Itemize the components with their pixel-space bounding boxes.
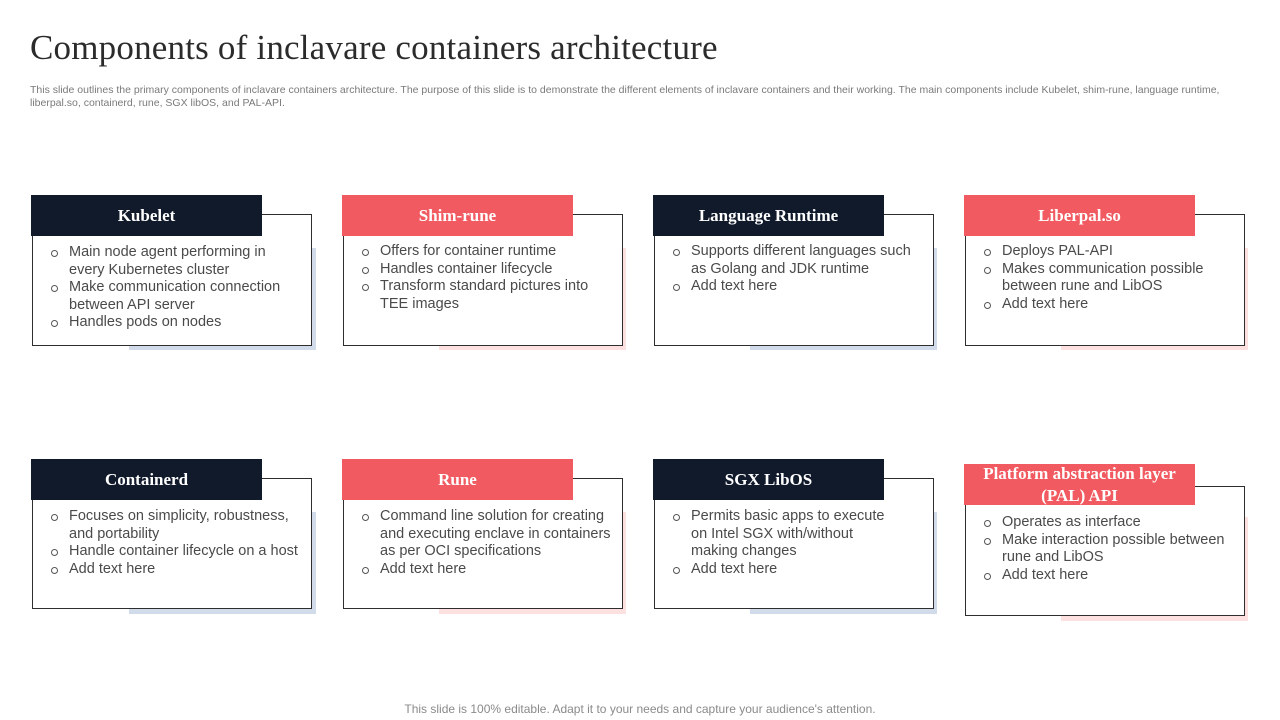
card-bullet: Handles container lifecycle [361,261,611,279]
card-pal-api [964,464,1254,624]
footer-note: This slide is 100% editable. Adapt it to your needs and capture your audience's attention. [404,702,876,716]
card-bullet: Operates as interface [983,514,1238,532]
card-bullet: Handle container lifecycle on a host [50,543,305,561]
card-bullet: Transform standard pictures into TEE images [361,278,611,313]
card-bullet: Make interaction possible between rune and LibOS [983,532,1238,567]
card-bullet: Add text here [983,296,1233,314]
page-subtitle: This slide outlines the primary components of inclavare containers architecture. The purpose of this slide is to demonstrate the different elements of inclavare containers and their working. The main components include Kubelet, shim-rune, language runtime, liberpal.so, containerd, rune, SGX libOS, and PAL-API. [30,84,1220,109]
card-bullet-list [361,243,611,313]
card-bullet: Add text here [361,561,616,579]
card-language-runtime [653,195,943,355]
card-bullet: Handles pods on nodes [50,314,295,332]
card-bullet: Main node agent performing in every Kubernetes cluster [50,244,295,279]
card-title: SGX LibOS [653,459,884,500]
card-liberpal-so [964,195,1254,355]
card-bullet-list [672,508,897,578]
card-shim-rune [342,195,632,355]
card-title: Rune [342,459,573,500]
card-bullet-list [50,244,295,332]
card-bullet: Command line solution for creating and executing enclave in containers as per OCI specifications [361,508,616,561]
card-bullet: Makes communication possible between rune and LibOS [983,261,1233,296]
card-bullet: Add text here [672,278,922,296]
card-bullet: Deploys PAL-API [983,243,1233,261]
card-bullet-list [672,243,922,296]
card-bullet-list [50,508,305,578]
card-title: Containerd [31,459,262,500]
card-title: Platform abstraction layer (PAL) API [964,464,1195,505]
card-rune [342,459,632,619]
card-bullet-list [983,243,1233,313]
card-bullet-list [983,514,1238,584]
card-bullet: Focuses on simplicity, robustness, and portability [50,508,305,543]
card-title: Shim-rune [342,195,573,236]
card-bullet: Add text here [983,567,1238,585]
card-title: Liberpal.so [964,195,1195,236]
card-containerd [31,459,321,619]
card-title: Language Runtime [653,195,884,236]
card-bullet: Add text here [50,561,305,579]
page-title: Components of inclavare containers architecture [30,28,718,67]
card-bullet: Supports different languages such as Golang and JDK runtime [672,243,922,278]
card-kubelet [31,195,321,355]
card-bullet: Offers for container runtime [361,243,611,261]
card-sgx-libos [653,459,943,619]
card-bullet: Add text here [672,561,897,579]
card-title: Kubelet [31,195,262,236]
card-bullet: Make communication connection between API server [50,279,295,314]
card-bullet: Permits basic apps to execute on Intel SGX with/without making changes [672,508,897,561]
card-bullet-list [361,508,616,578]
